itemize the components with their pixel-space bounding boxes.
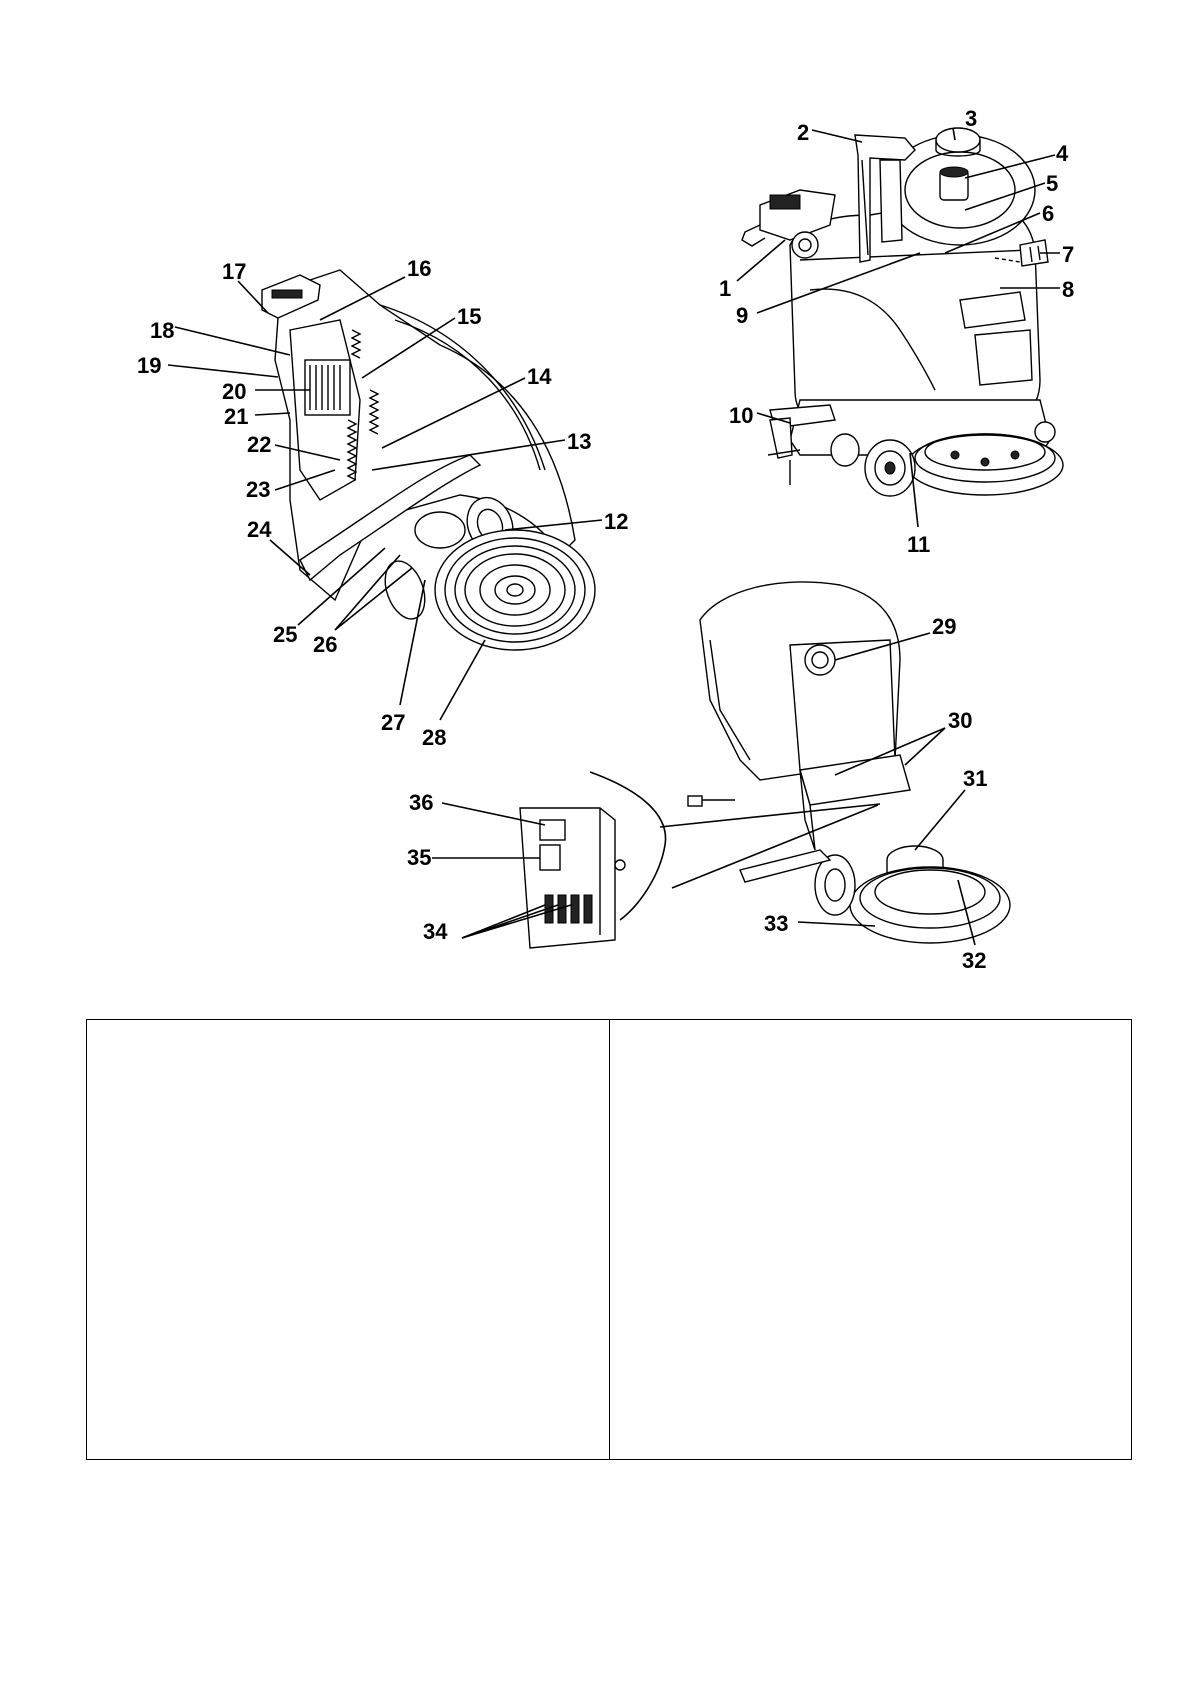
legend-column-left [87,1020,610,1459]
callout-21: 21 [224,404,249,429]
legend-column-right [610,1020,1132,1459]
callout-14: 14 [527,364,552,389]
callout-9: 9 [736,303,749,328]
electrical-box-detail [520,808,625,948]
callout-24: 24 [247,517,272,542]
callout-5: 5 [1046,171,1059,196]
callout-13: 13 [567,429,592,454]
callout-3: 3 [965,106,978,131]
callout-32: 32 [962,948,987,973]
callout-1: 1 [719,276,732,301]
legend-table [86,1019,1132,1460]
callout-22: 22 [247,432,272,457]
callout-19: 19 [137,353,162,378]
callout-20: 20 [222,379,247,404]
callout-36: 36 [409,790,434,815]
callout-29: 29 [932,614,957,639]
callout-33: 33 [764,911,789,936]
callout-28: 28 [422,725,447,750]
callout-25: 25 [273,622,298,647]
callout-34: 34 [423,919,448,944]
callout-16: 16 [407,256,432,281]
callout-27: 27 [381,710,406,735]
machine-front-view [742,128,1063,496]
callout-10: 10 [729,403,754,428]
callout-2: 2 [797,120,810,145]
callout-7: 7 [1062,242,1075,267]
machine-interior-view [262,270,595,650]
callout-18: 18 [150,318,175,343]
callout-12: 12 [604,509,629,534]
callout-17: 17 [222,259,247,284]
callout-35: 35 [407,845,432,870]
callout-11: 11 [907,532,931,557]
callout-6: 6 [1042,201,1055,226]
callout-31: 31 [963,766,988,791]
callout-23: 23 [246,477,271,502]
callout-15: 15 [457,304,482,329]
callout-26: 26 [313,632,338,657]
callout-8: 8 [1062,277,1075,302]
callout-30: 30 [948,708,973,733]
callout-4: 4 [1056,141,1069,166]
